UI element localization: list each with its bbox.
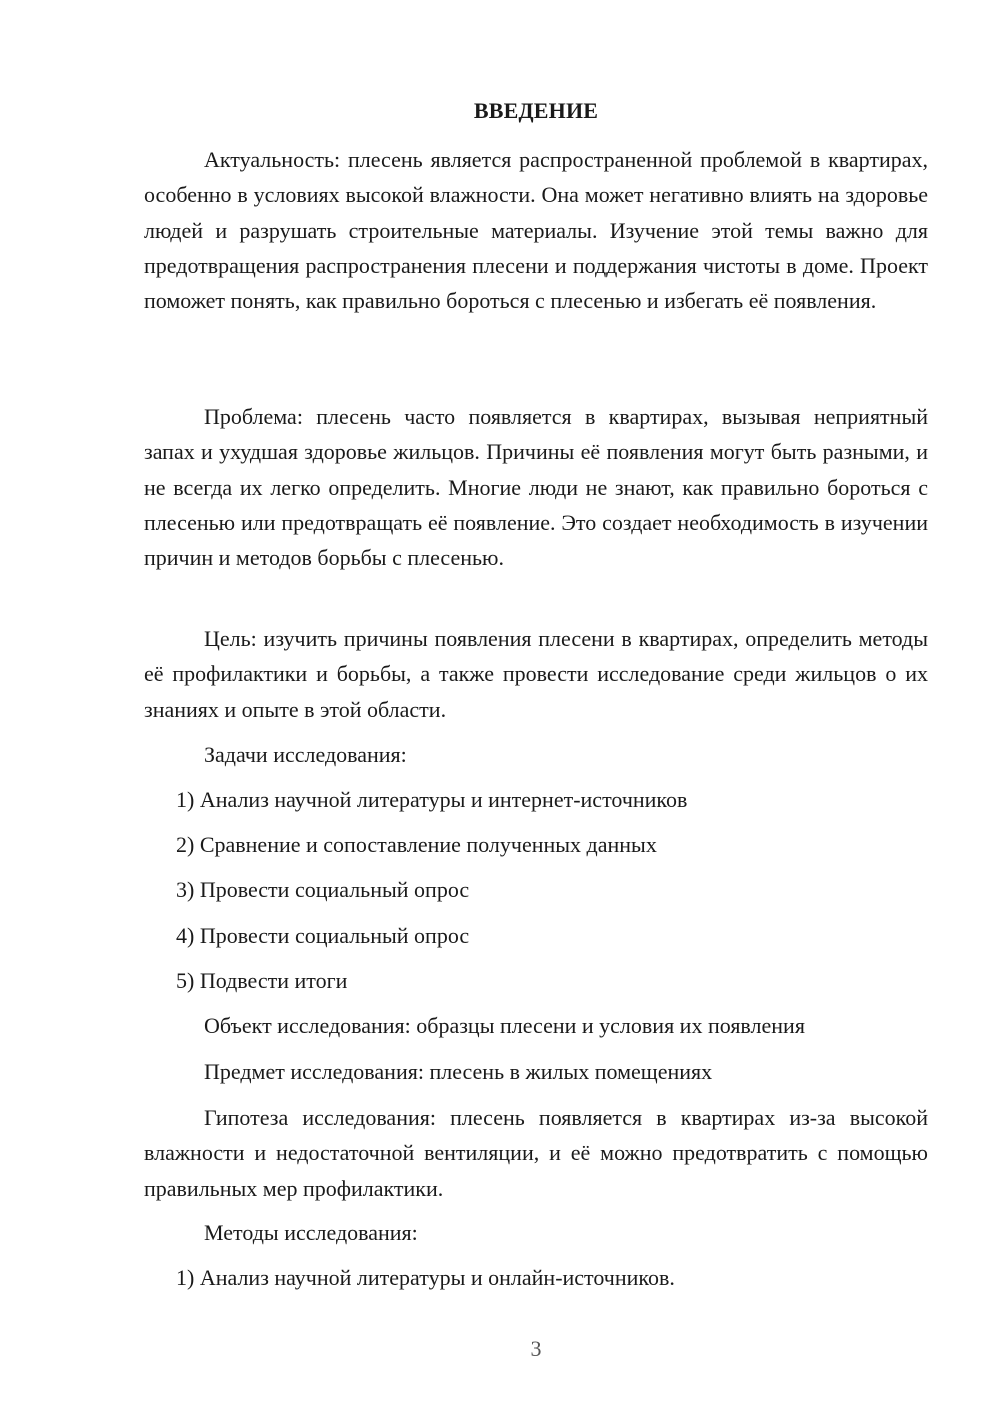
problem-paragraph: Проблема: плесень часто появляется в квартирах, вызывая неприятный запах и ухудшая здоровье жильцов. Причины её появления могут быть разными, и не всегда их легко определить. Многие люди не знают, как правильно бороться с плесенью или предотвращать её появление. Это создает необходимость в изучении причин и методов борьбы с плесенью. — [144, 404, 928, 571]
hypothesis-paragraph: Гипотеза исследования: плесень появляется в квартирах из-за высокой влажности и недостаточной вентиляции, и её можно предотвратить с помощью правильных мер профилактики. — [144, 1105, 928, 1201]
tasks-heading: Задачи исследования: — [204, 742, 407, 767]
goal-paragraph: Цель: изучить причины появления плесени в квартирах, определить методы её профилактики и борьбы, а также провести исследование среди жильцов о их знаниях и опыте в этой области. — [144, 626, 928, 722]
page-number: 3 — [530, 1336, 542, 1361]
task-item: 3) Провести социальный опрос — [176, 877, 470, 902]
task-item: 2) Сравнение и сопоставление полученных данных — [176, 832, 657, 857]
relevance-paragraph: Актуальность: плесень является распространенной проблемой в квартирах, особенно в условиях высокой влажности. Она может негативно влиять на здоровье людей и разрушать строительные материалы. Изучение этой темы важно для предотвращения распространения плесени и поддержания чистоты в доме. Проект поможет понять, как правильно бороться с плесенью и избегать её появления. — [144, 147, 928, 314]
page-title: ВВЕДЕНИЕ — [473, 98, 599, 123]
task-item: 4) Провести социальный опрос — [176, 923, 470, 948]
task-item: 1) Анализ научной литературы и интернет-источников — [176, 787, 688, 812]
methods-heading: Методы исследования: — [204, 1220, 418, 1245]
research-object: Объект исследования: образцы плесени и условия их появления — [204, 1013, 805, 1038]
research-subject: Предмет исследования: плесень в жилых помещениях — [204, 1059, 713, 1084]
task-item: 5) Подвести итоги — [176, 968, 348, 993]
method-item: 1) Анализ научной литературы и онлайн-источников. — [176, 1265, 675, 1290]
